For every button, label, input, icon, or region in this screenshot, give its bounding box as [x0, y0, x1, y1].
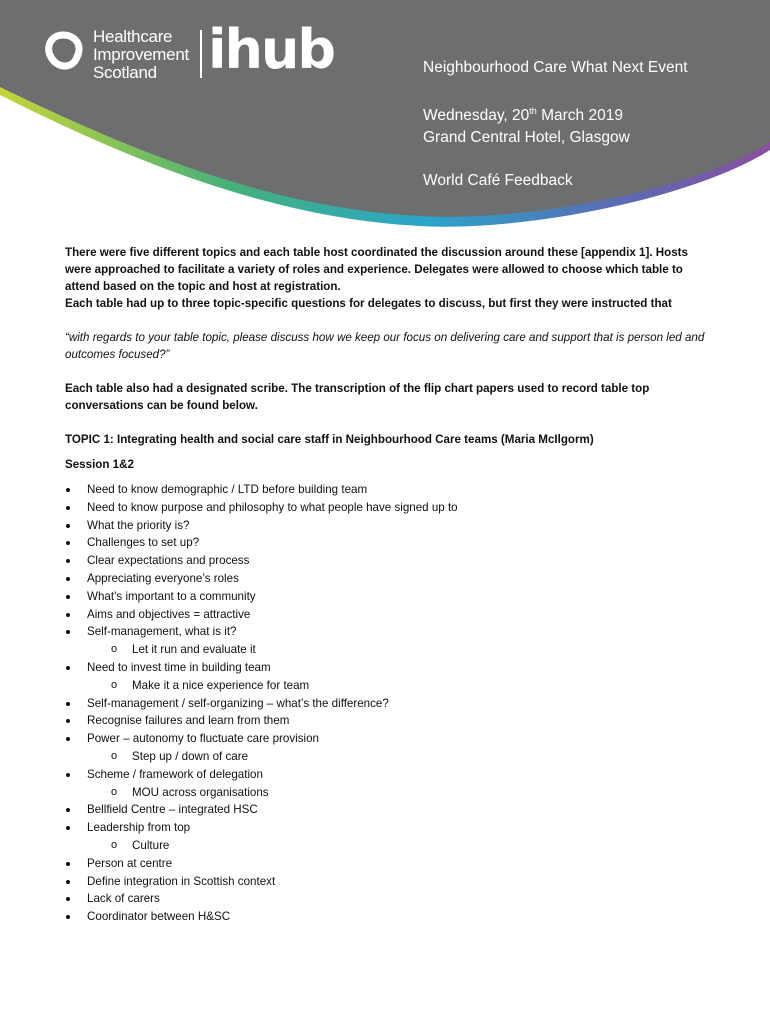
list-item: Bellfield Centre – integrated HSC: [65, 801, 715, 819]
sub-list-item: o Let it run and evaluate it: [65, 641, 715, 659]
topic-1-list: [65, 481, 715, 926]
intro-quote: “with regards to your table topic, please discuss how we keep our focus on delivering care and support that is person led and outcomes focused?”: [65, 331, 705, 361]
sub-list-item: o Step up / down of care: [65, 748, 715, 766]
org-name-line3: Scotland: [93, 63, 157, 82]
list-item: Leadership from top: [65, 819, 715, 837]
event-info: [423, 57, 688, 192]
healthcare-improvement-scotland-logo-icon: [37, 27, 89, 79]
sub-list-item: o Culture: [65, 837, 715, 855]
org-name-line1: Healthcare: [93, 27, 173, 46]
event-venue: Grand Central Hotel, Glasgow: [423, 129, 630, 147]
list-item: Need to know demographic / LTD before building team: [65, 481, 715, 499]
list-item: Need to invest time in building team: [65, 659, 715, 677]
list-item: Power – autonomy to fluctuate care provision: [65, 730, 715, 748]
sub-list-item: o MOU across organisations: [65, 784, 715, 802]
list-item: Scheme / framework of delegation: [65, 766, 715, 784]
list-item: Coordinator between H&SC: [65, 908, 715, 926]
topic-1-heading: TOPIC 1: Integrating health and social care staff in Neighbourhood Care teams (Maria McIlgorm): [65, 433, 594, 446]
event-title: Neighbourhood Care What Next Event: [423, 59, 688, 76]
list-item: Need to know purpose and philosophy to what people have signed up to: [65, 499, 715, 517]
org-name-line2: Improvement: [93, 45, 189, 64]
list-item: Self-management, what is it?: [65, 623, 715, 641]
document-body: [65, 244, 715, 926]
list-item: Person at centre: [65, 855, 715, 873]
list-item: Aims and objectives = attractive: [65, 606, 715, 624]
session-heading: Session 1&2: [65, 458, 134, 471]
logo-divider: [200, 30, 202, 78]
event-date: Wednesday, 20th March 2019: [423, 106, 623, 125]
list-item: Recognise failures and learn from them: [65, 712, 715, 730]
list-item: Challenges to set up?: [65, 534, 715, 552]
list-item: What’s important to a community: [65, 588, 715, 606]
list-item: Appreciating everyone’s roles: [65, 570, 715, 588]
event-subtitle: World Café Feedback: [423, 172, 573, 190]
intro-paragraph-1: There were five different topics and each table host coordinated the discussion around these [appendix 1]. Hosts were approached to facilitate a variety of roles and experience. Delegates were allowed to choose which table to attend based on the topic and host at registration.: [65, 246, 688, 293]
intro-paragraph-2: Each table had up to three topic-specific questions for delegates to discuss, but first they were instructed that: [65, 297, 672, 310]
list-item: Define integration in Scottish context: [65, 873, 715, 891]
list-item: Clear expectations and process: [65, 552, 715, 570]
sub-list-item: o Make it a nice experience for team: [65, 677, 715, 695]
list-item: Lack of carers: [65, 890, 715, 908]
org-name: [93, 28, 189, 82]
ihub-logo: ihub: [208, 18, 335, 81]
page-header: [0, 0, 770, 240]
intro-paragraph-3: Each table also had a designated scribe. The transcription of the flip chart papers used to record table top conversations can be found below.: [65, 382, 650, 412]
list-item: What the priority is?: [65, 517, 715, 535]
list-item: Self-management / self-organizing – what’s the difference?: [65, 695, 715, 713]
